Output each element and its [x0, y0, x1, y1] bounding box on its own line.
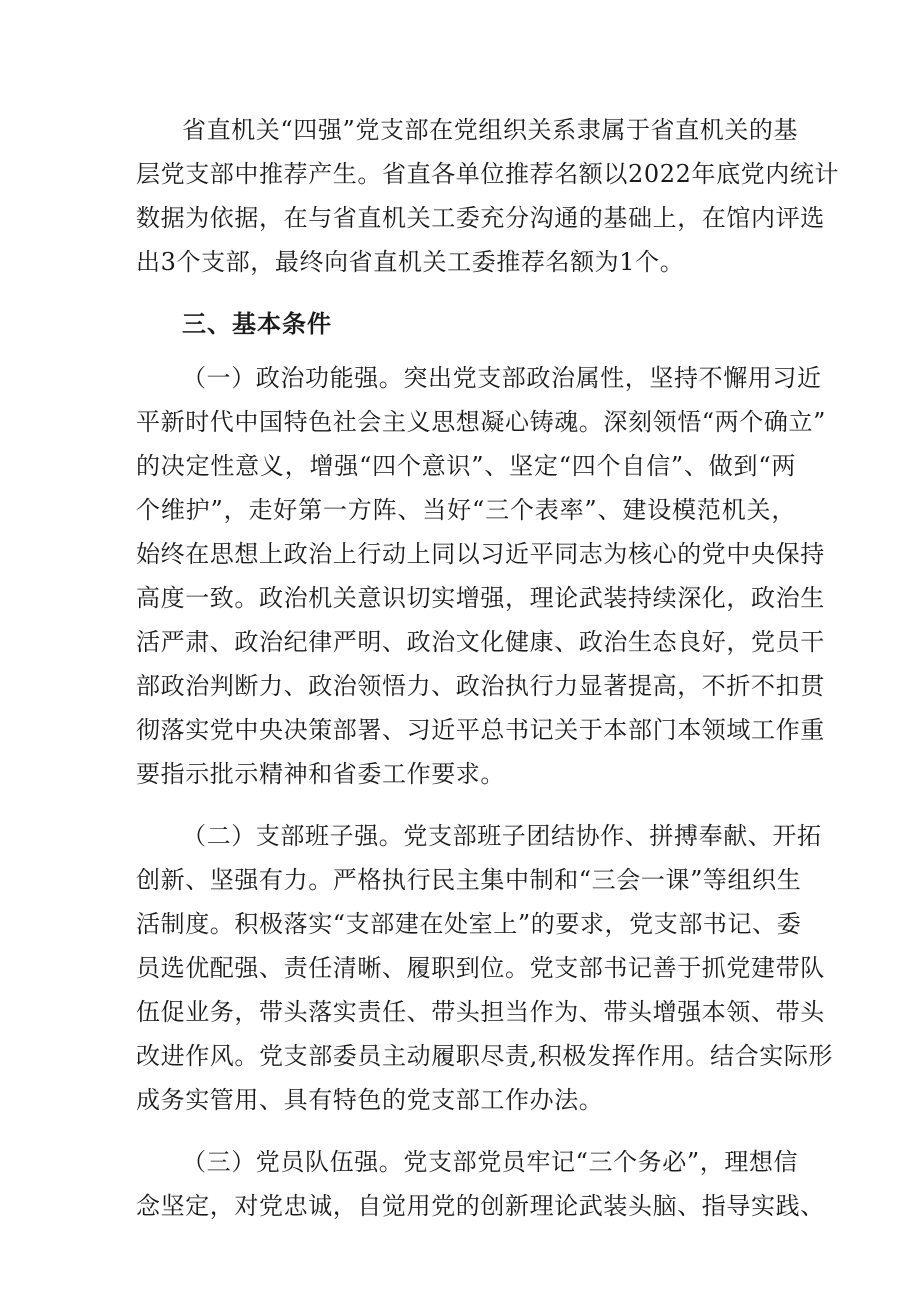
paragraph-line: 要指示批示精神和省委工作要求。: [136, 760, 505, 788]
paragraph-line: （一）政治功能强。突出党支部政治属性，坚持不懈用习近: [182, 364, 822, 392]
paragraph-line: 活严肃、政治纪律严明、政治文化健康、政治生态良好，党员干: [136, 628, 825, 656]
paragraph-line: （二）支部班子强。党支部班子团结协作、拼搏奉献、开拓: [182, 822, 822, 850]
paragraph-line: 的决定性意义，增强“四个意识”、坚定“四个自信”、做到“两: [136, 452, 796, 480]
paragraph-line: 出3个支部，最终向省直机关工委推荐名额为1个。: [136, 248, 685, 276]
paragraph-line: 数据为依据，在与省直机关工委充分沟通的基础上，在馆内评选: [136, 204, 825, 232]
paragraph-line: 始终在思想上政治上行动上同以习近平同志为核心的党中央保持: [136, 540, 825, 568]
paragraph-line: 个维护”，走好第一方阵、当好“三个表率”、建设模范机关，: [136, 496, 796, 524]
paragraph-line: 改进作风。党支部委员主动履职尽责,积极发挥作用。结合实际形: [136, 1042, 834, 1070]
paragraph-line: 高度一致。政治机关意识切实增强，理论武装持续深化，政治生: [136, 584, 825, 612]
paragraph-line: 平新时代中国特色社会主义思想凝心铸魂。深刻领悟“两个确立”: [136, 408, 826, 436]
paragraph-line: 伍促业务，带头落实责任、带头担当作为、带头增强本领、带头: [136, 998, 825, 1026]
paragraph-line: 活制度。积极落实“支部建在处室上”的要求，党支部书记、委: [136, 910, 802, 938]
paragraph-line: 省直机关“四强”党支部在党组织关系隶属于省直机关的基: [182, 116, 799, 144]
paragraph-line: 部政治判断力、政治领悟力、政治执行力显著提高，不折不扣贯: [136, 672, 825, 700]
paragraph-line: 员选优配强、责任清晰、履职到位。党支部书记善于抓党建带队: [136, 954, 825, 982]
paragraph-line: 念坚定，对党忠诚，自觉用党的创新理论武装头脑、指导实践、: [136, 1192, 825, 1220]
paragraph-line: 层党支部中推荐产生。省直各单位推荐名额以2022年底党内统计: [136, 160, 840, 188]
paragraph-line: 彻落实党中央决策部署、习近平总书记关于本部门本领域工作重: [136, 716, 825, 744]
section-heading: 三、基本条件: [182, 310, 332, 338]
paragraph-line: （三）党员队伍强。党支部党员牢记“三个务必”，理想信: [182, 1148, 799, 1176]
paragraph-line: 创新、坚强有力。严格执行民主集中制和“三会一课”等组织生: [136, 866, 802, 894]
paragraph-line: 成务实管用、具有特色的党支部工作办法。: [136, 1086, 604, 1114]
